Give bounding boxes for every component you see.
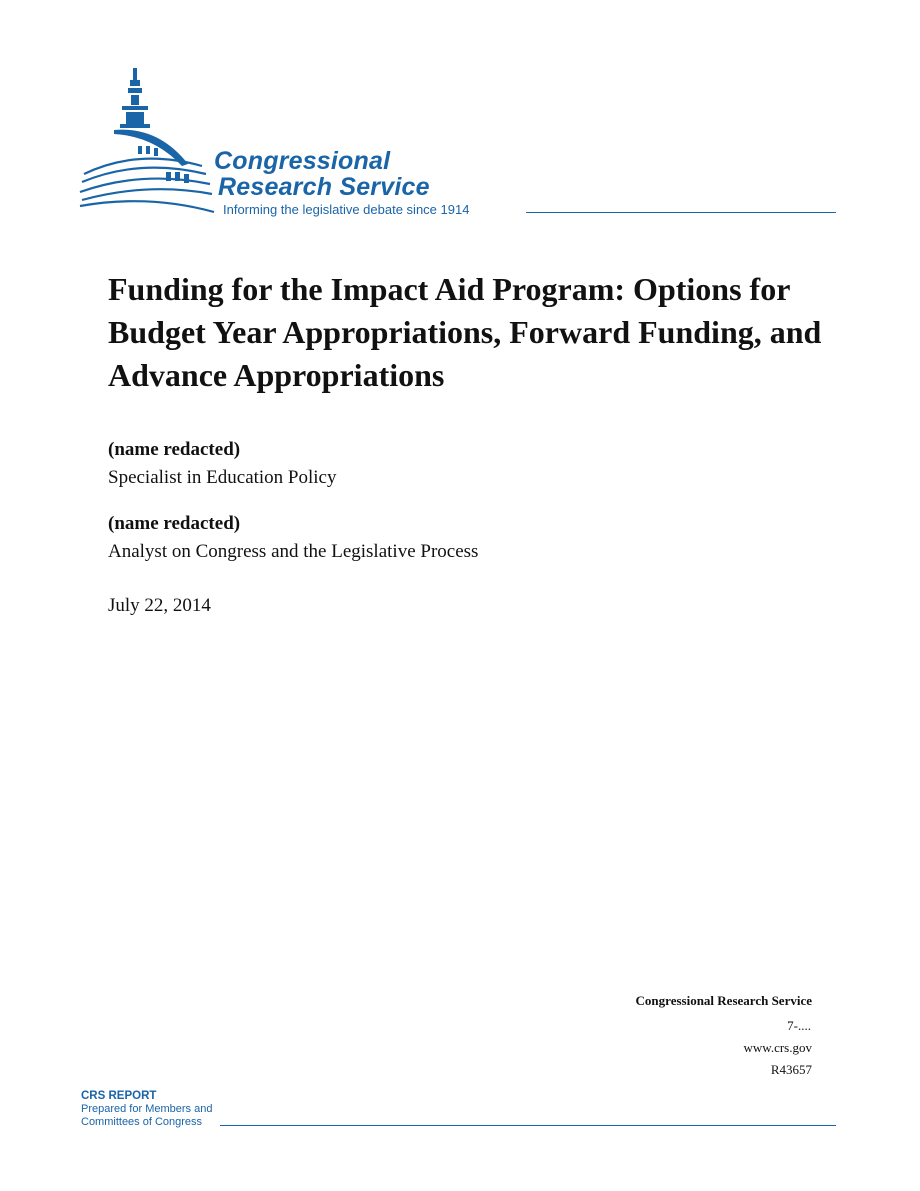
- publisher-website[interactable]: www.crs.gov: [743, 1040, 812, 1055]
- footer-line-2: Committees of Congress: [81, 1116, 203, 1128]
- logo-line-congressional: Congressional: [214, 147, 391, 175]
- report-date: July 22, 2014: [108, 595, 211, 616]
- crs-logo: [78, 66, 838, 226]
- author-1-name: (name redacted): [108, 439, 241, 460]
- logo-line-research-service: Research Service: [218, 173, 430, 201]
- author-2-name: (name redacted): [108, 513, 241, 534]
- footer-line-1: Prepared for Members and: [81, 1103, 213, 1115]
- footer-rule: [220, 1125, 836, 1126]
- capitol-dome-icon: [78, 66, 218, 216]
- logo-rule: [526, 212, 836, 213]
- publisher-org: Congressional Research Service: [635, 993, 812, 1008]
- author-1-role: Specialist in Education Policy: [108, 467, 337, 488]
- publisher-phone: 7-....: [787, 1018, 811, 1033]
- footer-label: CRS REPORT: [81, 1090, 157, 1102]
- author-2-role: Analyst on Congress and the Legislative Process: [108, 541, 479, 562]
- logo-tagline: Informing the legislative debate since 1914: [223, 202, 470, 217]
- report-title: Funding for the Impact Aid Program: Options for Budget Year Appropriations, Forward Funding, and Advance Appropriations: [108, 271, 822, 393]
- footer-crs-report: [81, 1090, 212, 1129]
- report-number: R43657: [770, 1062, 812, 1077]
